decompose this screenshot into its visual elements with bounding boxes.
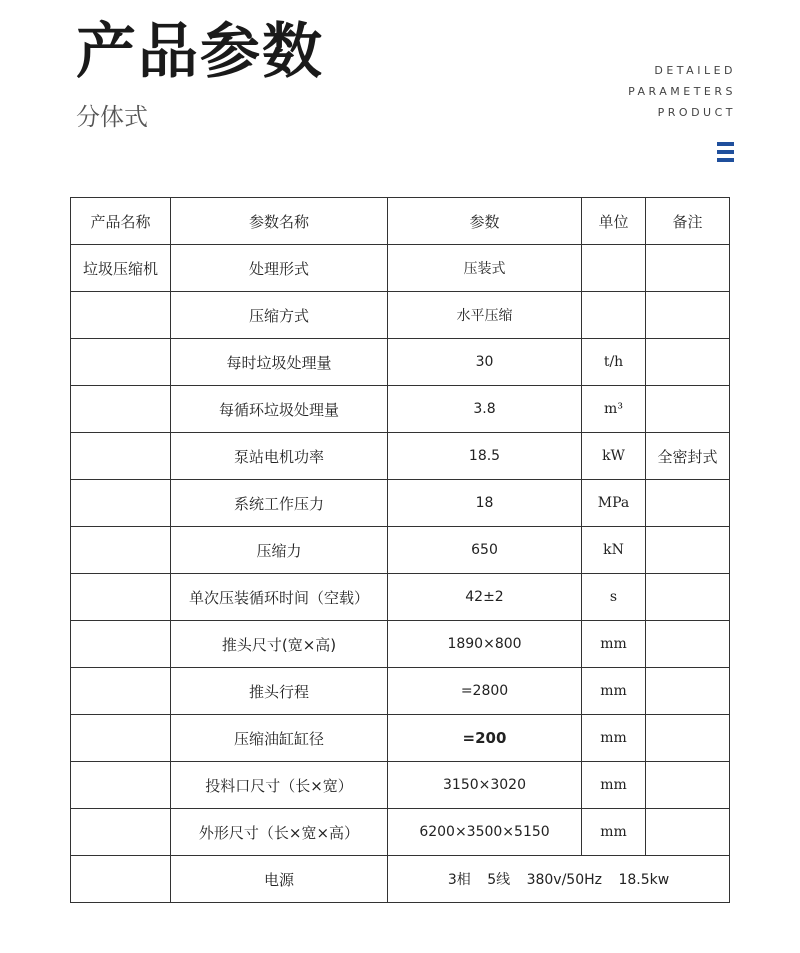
table-header-row	[71, 198, 730, 245]
english-caption-line: DETAILED	[654, 64, 736, 77]
product-name-cell	[71, 527, 171, 574]
product-name-cell	[71, 480, 171, 527]
note-cell	[646, 715, 730, 762]
page-title: 产品参数	[76, 17, 324, 87]
unit-cell: mm	[582, 762, 646, 809]
note-cell	[646, 668, 730, 715]
menu-icon[interactable]	[717, 142, 734, 164]
table-row	[71, 809, 730, 856]
product-name-cell	[71, 621, 171, 668]
param-name-cell: 单次压装循环时间（空载）	[171, 574, 388, 621]
product-name-cell	[71, 762, 171, 809]
power-spec-cell	[388, 856, 730, 903]
product-name-cell: 垃圾压缩机	[71, 245, 171, 292]
param-value-cell: 42±2	[388, 574, 582, 621]
header-note: 备注	[646, 198, 730, 245]
param-name-cell: 系统工作压力	[171, 480, 388, 527]
english-caption	[628, 60, 736, 123]
unit-cell: mm	[582, 668, 646, 715]
unit-cell: mm	[582, 715, 646, 762]
unit-cell: m³	[582, 386, 646, 433]
table-row	[71, 386, 730, 433]
param-value-cell: 3.8	[388, 386, 582, 433]
param-name-cell: 压缩力	[171, 527, 388, 574]
param-name-cell: 压缩油缸缸径	[171, 715, 388, 762]
unit-cell: MPa	[582, 480, 646, 527]
note-cell	[646, 480, 730, 527]
power-voltage: 380v/50Hz	[526, 872, 602, 888]
param-name-cell: 处理形式	[171, 245, 388, 292]
param-name-cell: 每时垃圾处理量	[171, 339, 388, 386]
note-cell: 全密封式	[646, 433, 730, 480]
parameters-table	[70, 197, 730, 903]
page-subtitle: 分体式	[76, 103, 148, 131]
param-value-cell: 650	[388, 527, 582, 574]
note-cell	[646, 574, 730, 621]
param-value-cell: 水平压缩	[388, 292, 582, 339]
table-row	[71, 762, 730, 809]
unit-cell: kW	[582, 433, 646, 480]
note-cell	[646, 386, 730, 433]
power-rating: 18.5kw	[618, 872, 670, 888]
unit-cell	[582, 292, 646, 339]
table-row-power	[71, 856, 730, 903]
param-name-cell: 泵站电机功率	[171, 433, 388, 480]
param-value-cell: 3150×3020	[388, 762, 582, 809]
note-cell	[646, 339, 730, 386]
table-row	[71, 433, 730, 480]
header-param-name: 参数名称	[171, 198, 388, 245]
param-value-cell: 18	[388, 480, 582, 527]
product-name-cell	[71, 292, 171, 339]
table-row	[71, 480, 730, 527]
unit-cell	[582, 245, 646, 292]
note-cell	[646, 809, 730, 856]
table-row	[71, 527, 730, 574]
power-wires: 5线	[487, 872, 511, 888]
table-row	[71, 339, 730, 386]
product-name-cell	[71, 386, 171, 433]
product-name-cell	[71, 856, 171, 903]
unit-cell: mm	[582, 809, 646, 856]
param-name-cell: 推头行程	[171, 668, 388, 715]
note-cell	[646, 762, 730, 809]
param-value-cell: 压装式	[388, 245, 582, 292]
product-name-cell	[71, 574, 171, 621]
param-value-cell: =2800	[388, 668, 582, 715]
english-caption-line: PARAMETERS	[628, 85, 736, 98]
product-name-cell	[71, 433, 171, 480]
table-row	[71, 292, 730, 339]
product-name-cell	[71, 715, 171, 762]
note-cell	[646, 527, 730, 574]
table-row	[71, 621, 730, 668]
table-row	[71, 668, 730, 715]
param-name-cell: 推头尺寸(宽×高)	[171, 621, 388, 668]
product-name-cell	[71, 809, 171, 856]
table-row	[71, 574, 730, 621]
param-name-cell: 电源	[171, 856, 388, 903]
unit-cell: mm	[582, 621, 646, 668]
note-cell	[646, 621, 730, 668]
product-name-cell	[71, 668, 171, 715]
english-caption-line: PRODUCT	[657, 106, 736, 119]
param-value-cell: =200	[388, 715, 582, 762]
param-name-cell: 每循环垃圾处理量	[171, 386, 388, 433]
power-phase: 3相	[447, 872, 471, 888]
param-name-cell: 压缩方式	[171, 292, 388, 339]
unit-cell: kN	[582, 527, 646, 574]
param-value-cell: 30	[388, 339, 582, 386]
unit-cell: s	[582, 574, 646, 621]
table-row	[71, 245, 730, 292]
header-unit: 单位	[582, 198, 646, 245]
unit-cell: t/h	[582, 339, 646, 386]
note-cell	[646, 292, 730, 339]
table-row	[71, 715, 730, 762]
header-param: 参数	[388, 198, 582, 245]
param-value-cell: 6200×3500×5150	[388, 809, 582, 856]
header-product-name: 产品名称	[71, 198, 171, 245]
param-name-cell: 外形尺寸（长×宽×高）	[171, 809, 388, 856]
note-cell	[646, 245, 730, 292]
param-value-cell: 18.5	[388, 433, 582, 480]
param-value-cell: 1890×800	[388, 621, 582, 668]
param-name-cell: 投料口尺寸（长×宽）	[171, 762, 388, 809]
product-name-cell	[71, 339, 171, 386]
